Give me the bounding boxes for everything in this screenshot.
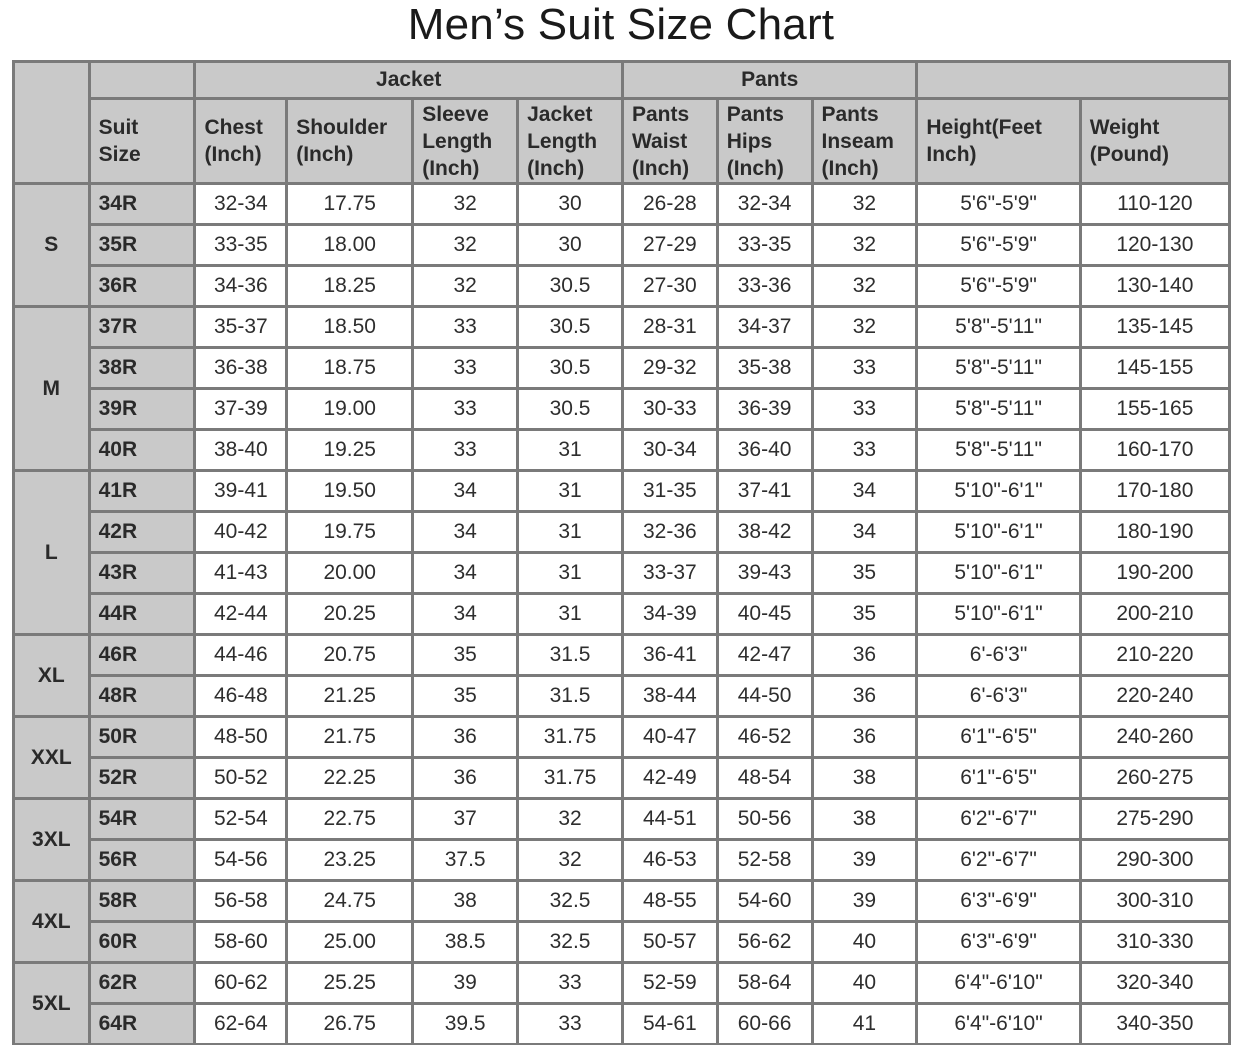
table-cell: 33-35 [196,226,285,264]
table-cell: 32 [519,841,621,879]
size-group-label: XXL [15,718,88,797]
size-group-label: L [15,472,88,633]
table-cell: 39 [414,964,516,1002]
table-cell: 155-165 [1082,390,1228,428]
table-cell: 300-310 [1082,882,1228,920]
table-cell: 52-54 [196,800,285,838]
col-header-sleeve-length: Sleeve Length (Inch) [414,100,516,182]
table-cell: 30.5 [519,390,621,428]
table-cell: 18.75 [288,349,411,387]
table-cell: 38-42 [719,513,811,551]
table-cell: 36-38 [196,349,285,387]
table-cell: 6'4"-6'10" [918,1005,1078,1043]
table-cell: 35 [814,595,916,633]
table-cell: 18.00 [288,226,411,264]
table-cell: 32-34 [719,185,811,223]
table-cell: 190-200 [1082,554,1228,592]
table-cell: 35-37 [196,308,285,346]
table-cell: 30 [519,226,621,264]
table-cell: 220-240 [1082,677,1228,715]
table-cell: 50-56 [719,800,811,838]
suit-size-cell: 40R [91,431,194,469]
table-cell: 40-42 [196,513,285,551]
table-row [15,308,1228,346]
size-group-label: S [15,185,88,305]
table-cell: 33 [519,964,621,1002]
table-cell: 26-28 [624,185,716,223]
table-cell: 180-190 [1082,513,1228,551]
suit-size-cell: 34R [91,185,194,223]
suit-size-cell: 60R [91,923,194,961]
col-header-pants-waist: Pants Waist (Inch) [624,100,716,182]
table-cell: 28-31 [624,308,716,346]
table-row [15,513,1228,551]
table-cell: 35 [414,636,516,674]
table-cell: 62-64 [196,1005,285,1043]
table-row [15,800,1228,838]
table-cell: 210-220 [1082,636,1228,674]
table-cell: 160-170 [1082,431,1228,469]
table-cell: 19.75 [288,513,411,551]
table-cell: 24.75 [288,882,411,920]
table-row [15,964,1228,1002]
table-cell: 34-37 [719,308,811,346]
table-cell: 6'-6'3" [918,677,1078,715]
table-cell: 31.75 [519,718,621,756]
corner-cell [15,63,88,182]
table-cell: 32.5 [519,923,621,961]
suit-size-cell: 42R [91,513,194,551]
table-cell: 25.00 [288,923,411,961]
col-header-weight: Weight (Pound) [1082,100,1228,182]
table-cell: 36 [414,718,516,756]
table-cell: 30-33 [624,390,716,428]
suit-size-cell: 56R [91,841,194,879]
pants-group-header: Pants [624,63,915,97]
table-cell: 56-62 [719,923,811,961]
suit-size-cell: 43R [91,554,194,592]
table-cell: 5'10"-6'1" [918,554,1078,592]
table-cell: 33-37 [624,554,716,592]
table-cell: 31.5 [519,677,621,715]
suit-size-cell: 37R [91,308,194,346]
table-cell: 310-330 [1082,923,1228,961]
size-group-label: XL [15,636,88,715]
table-cell: 30 [519,185,621,223]
table-cell: 20.75 [288,636,411,674]
table-cell: 260-275 [1082,759,1228,797]
table-cell: 44-50 [719,677,811,715]
table-cell: 35 [814,554,916,592]
table-cell: 27-29 [624,226,716,264]
table-cell: 36-40 [719,431,811,469]
table-cell: 32 [414,185,516,223]
table-cell: 37-41 [719,472,811,510]
col-header-jacket-length: Jacket Length (Inch) [519,100,621,182]
table-cell: 22.75 [288,800,411,838]
table-cell: 32-36 [624,513,716,551]
table-cell: 5'6"-5'9" [918,267,1078,305]
table-cell: 38 [814,800,916,838]
table-cell: 290-300 [1082,841,1228,879]
table-cell: 31 [519,595,621,633]
table-row [15,267,1228,305]
table-cell: 46-52 [719,718,811,756]
table-cell: 32 [519,800,621,838]
table-row [15,1005,1228,1043]
table-cell: 31-35 [624,472,716,510]
col-header-height: Height(Feet Inch) [918,100,1078,182]
table-cell: 40-45 [719,595,811,633]
size-group-label: 4XL [15,882,88,961]
table-cell: 39-41 [196,472,285,510]
table-cell: 6'1"-6'5" [918,759,1078,797]
suit-size-cell: 36R [91,267,194,305]
table-cell: 17.75 [288,185,411,223]
table-cell: 37.5 [414,841,516,879]
table-cell: 34-36 [196,267,285,305]
table-cell: 30.5 [519,349,621,387]
table-cell: 30.5 [519,308,621,346]
jacket-group-header: Jacket [196,63,621,97]
table-cell: 33 [414,431,516,469]
table-cell: 40 [814,964,916,1002]
table-cell: 41 [814,1005,916,1043]
suit-size-cell: 50R [91,718,194,756]
table-cell: 19.25 [288,431,411,469]
table-cell: 34 [814,472,916,510]
table-cell: 39 [814,841,916,879]
table-cell: 35-38 [719,349,811,387]
table-cell: 30.5 [519,267,621,305]
column-header-row [15,100,1228,182]
table-cell: 30-34 [624,431,716,469]
table-cell: 200-210 [1082,595,1228,633]
table-row [15,595,1228,633]
table-cell: 5'10"-6'1" [918,513,1078,551]
table-cell: 58-60 [196,923,285,961]
table-cell: 34 [814,513,916,551]
table-cell: 23.25 [288,841,411,879]
table-cell: 21.25 [288,677,411,715]
table-cell: 340-350 [1082,1005,1228,1043]
table-row [15,472,1228,510]
table-row [15,226,1228,264]
table-cell: 31.5 [519,636,621,674]
table-cell: 54-61 [624,1005,716,1043]
table-cell: 44-46 [196,636,285,674]
table-cell: 42-49 [624,759,716,797]
table-cell: 33 [814,390,916,428]
suit-size-cell: 52R [91,759,194,797]
table-cell: 32 [414,267,516,305]
table-cell: 54-60 [719,882,811,920]
table-row [15,882,1228,920]
table-cell: 34 [414,554,516,592]
suit-size-cell: 38R [91,349,194,387]
suit-size-cell: 64R [91,1005,194,1043]
page-title: Men’s Suit Size Chart [407,0,835,49]
table-cell: 38.5 [414,923,516,961]
suit-size-cell: 35R [91,226,194,264]
table-cell: 33 [814,431,916,469]
table-cell: 60-62 [196,964,285,1002]
col-header-suit-size: Suit Size [91,100,194,182]
table-cell: 46-48 [196,677,285,715]
table-cell: 33 [814,349,916,387]
suit-size-cell: 39R [91,390,194,428]
table-cell: 56-58 [196,882,285,920]
table-cell: 120-130 [1082,226,1228,264]
table-cell: 18.50 [288,308,411,346]
table-cell: 20.00 [288,554,411,592]
table-cell: 32-34 [196,185,285,223]
table-row [15,718,1228,756]
table-cell: 38 [814,759,916,797]
table-cell: 36 [814,636,916,674]
table-cell: 33 [414,390,516,428]
table-cell: 60-66 [719,1005,811,1043]
table-cell: 5'6"-5'9" [918,185,1078,223]
table-cell: 22.25 [288,759,411,797]
table-cell: 32 [814,226,916,264]
table-cell: 37-39 [196,390,285,428]
table-cell: 34 [414,513,516,551]
table-cell: 25.25 [288,964,411,1002]
table-cell: 38-40 [196,431,285,469]
table-cell: 44-51 [624,800,716,838]
suit-size-cell: 58R [91,882,194,920]
table-cell: 145-155 [1082,349,1228,387]
table-cell: 18.25 [288,267,411,305]
table-cell: 6'3"-6'9" [918,882,1078,920]
table-body [15,185,1228,1043]
table-cell: 19.50 [288,472,411,510]
table-row [15,431,1228,469]
table-cell: 33 [519,1005,621,1043]
table-row [15,677,1228,715]
table-cell: 21.75 [288,718,411,756]
table-cell: 58-64 [719,964,811,1002]
size-group-label: 3XL [15,800,88,879]
table-cell: 31.75 [519,759,621,797]
table-cell: 46-53 [624,841,716,879]
size-group-label: 5XL [15,964,88,1043]
suit-size-cell: 48R [91,677,194,715]
table-cell: 31 [519,554,621,592]
table-cell: 29-32 [624,349,716,387]
blank-group-header [918,63,1228,97]
table-cell: 34 [414,472,516,510]
table-cell: 39 [814,882,916,920]
group-header-row [15,63,1228,97]
table-cell: 32 [814,185,916,223]
table-cell: 275-290 [1082,800,1228,838]
table-row [15,636,1228,674]
table-cell: 38-44 [624,677,716,715]
table-cell: 41-43 [196,554,285,592]
table-cell: 320-340 [1082,964,1228,1002]
table-cell: 31 [519,513,621,551]
table-cell: 36 [814,677,916,715]
table-cell: 6'2"-6'7" [918,800,1078,838]
table-cell: 5'10"-6'1" [918,595,1078,633]
table-cell: 52-59 [624,964,716,1002]
table-cell: 54-56 [196,841,285,879]
table-cell: 6'-6'3" [918,636,1078,674]
table-cell: 6'4"-6'10" [918,964,1078,1002]
table-cell: 38 [414,882,516,920]
suit-size-cell: 46R [91,636,194,674]
table-cell: 6'2"-6'7" [918,841,1078,879]
table-cell: 34-39 [624,595,716,633]
suit-size-cell: 41R [91,472,194,510]
col-header-shoulder: Shoulder (Inch) [288,100,411,182]
table-cell: 40-47 [624,718,716,756]
table-cell: 32 [414,226,516,264]
table-cell: 5'10"-6'1" [918,472,1078,510]
table-cell: 36-39 [719,390,811,428]
table-cell: 32 [814,308,916,346]
table-cell: 48-54 [719,759,811,797]
table-cell: 19.00 [288,390,411,428]
table-cell: 39.5 [414,1005,516,1043]
table-cell: 36 [814,718,916,756]
suit-size-cell: 44R [91,595,194,633]
table-row [15,923,1228,961]
table-cell: 31 [519,472,621,510]
table-cell: 170-180 [1082,472,1228,510]
blank-header-cell [91,63,194,97]
table-cell: 37 [414,800,516,838]
table-cell: 32.5 [519,882,621,920]
table-cell: 5'8"-5'11" [918,349,1078,387]
table-cell: 39-43 [719,554,811,592]
col-header-chest: Chest (Inch) [196,100,285,182]
table-row [15,841,1228,879]
table-cell: 48-50 [196,718,285,756]
table-row [15,759,1228,797]
table-cell: 33-36 [719,267,811,305]
table-cell: 50-57 [624,923,716,961]
table-cell: 36-41 [624,636,716,674]
table-cell: 42-44 [196,595,285,633]
table-cell: 35 [414,677,516,715]
table-cell: 50-52 [196,759,285,797]
col-header-pants-inseam: Pants Inseam (Inch) [814,100,916,182]
table-cell: 130-140 [1082,267,1228,305]
table-row [15,390,1228,428]
table-cell: 34 [414,595,516,633]
table-cell: 5'6"-5'9" [918,226,1078,264]
table-cell: 33 [414,349,516,387]
table-cell: 5'8"-5'11" [918,308,1078,346]
table-row [15,349,1228,387]
size-group-label: M [15,308,88,469]
table-cell: 36 [414,759,516,797]
size-chart-table [12,60,1231,1045]
table-cell: 20.25 [288,595,411,633]
table-cell: 110-120 [1082,185,1228,223]
table-cell: 33-35 [719,226,811,264]
table-cell: 32 [814,267,916,305]
table-cell: 135-145 [1082,308,1228,346]
table-cell: 33 [414,308,516,346]
table-cell: 5'8"-5'11" [918,431,1078,469]
col-header-pants-hips: Pants Hips (Inch) [719,100,811,182]
table-cell: 26.75 [288,1005,411,1043]
table-row [15,554,1228,592]
table-cell: 5'8"-5'11" [918,390,1078,428]
table-cell: 48-55 [624,882,716,920]
suit-size-cell: 62R [91,964,194,1002]
table-cell: 6'1"-6'5" [918,718,1078,756]
table-cell: 40 [814,923,916,961]
table-cell: 27-30 [624,267,716,305]
table-cell: 52-58 [719,841,811,879]
table-cell: 6'3"-6'9" [918,923,1078,961]
table-cell: 240-260 [1082,718,1228,756]
table-cell: 42-47 [719,636,811,674]
table-row [15,185,1228,223]
suit-size-cell: 54R [91,800,194,838]
table-cell: 31 [519,431,621,469]
